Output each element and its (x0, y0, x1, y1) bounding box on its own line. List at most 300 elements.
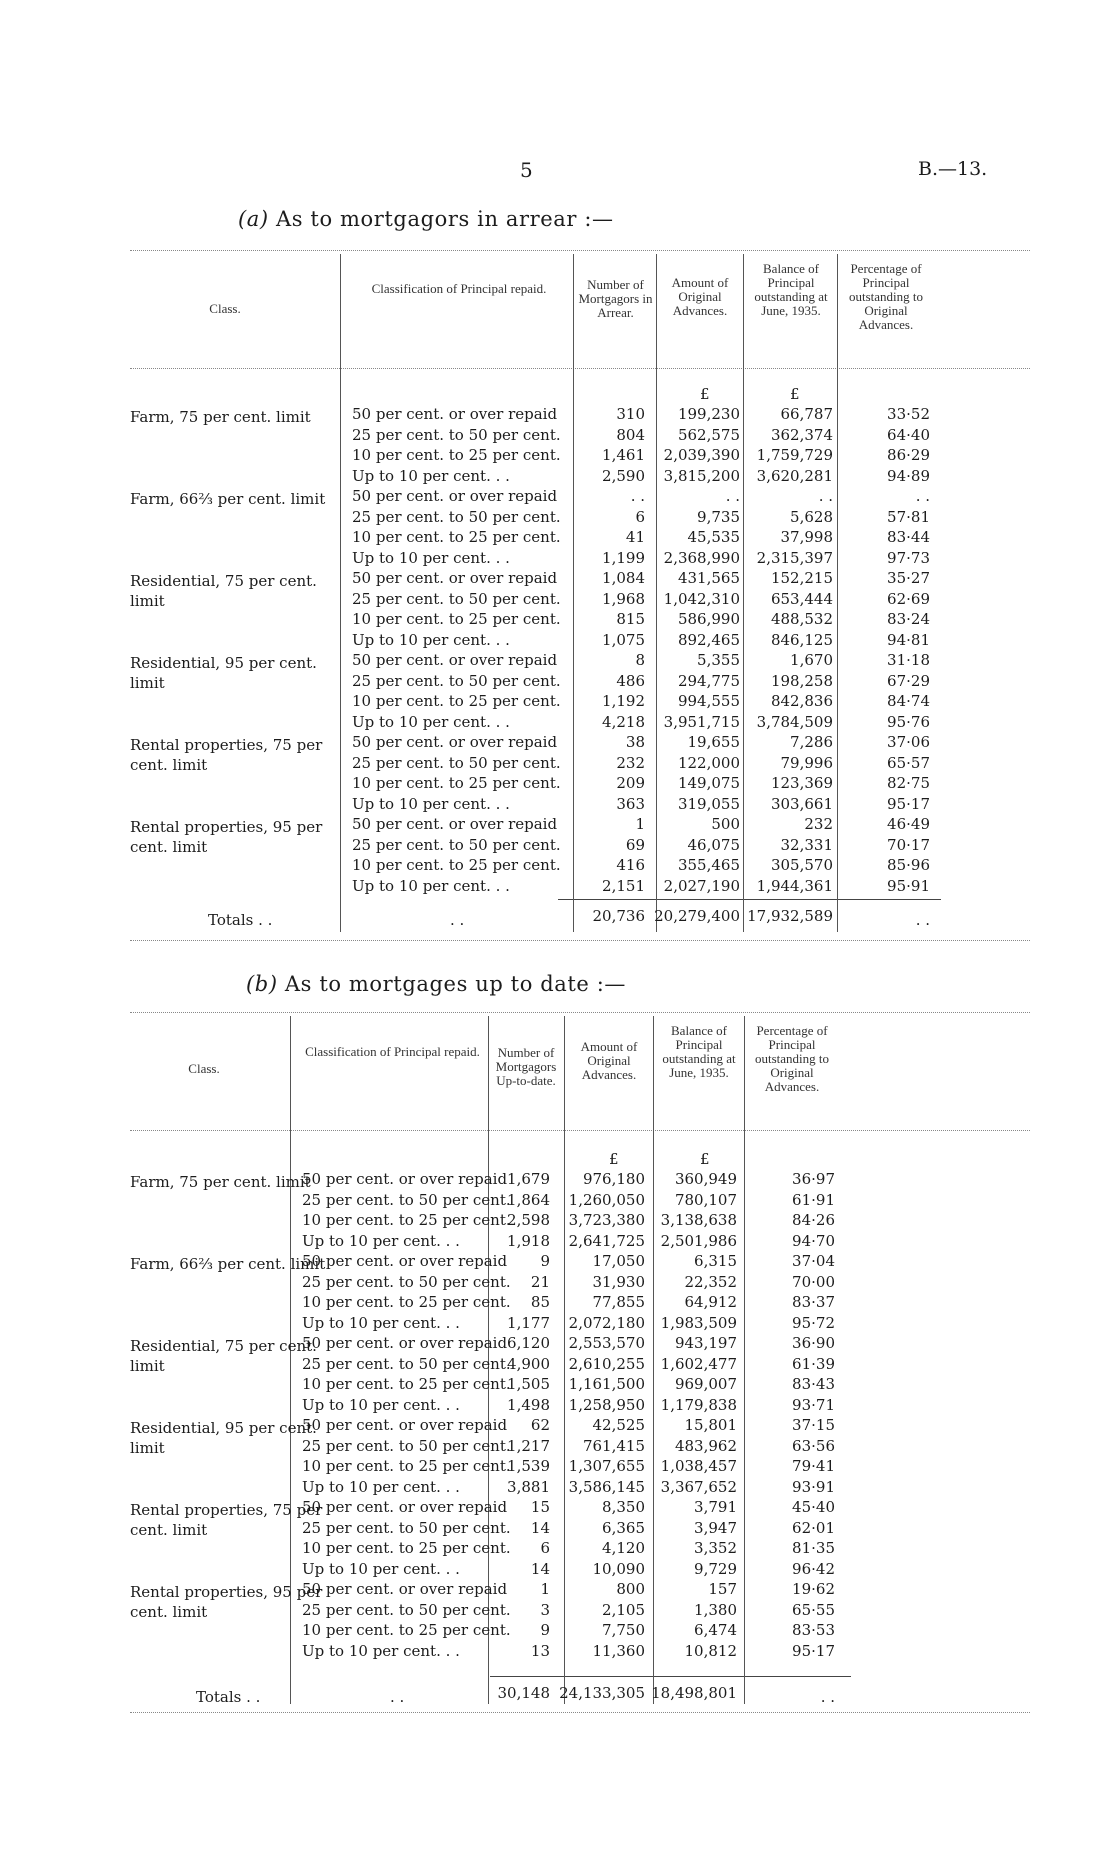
table-cell-balance: 3,620,281 (756, 466, 833, 485)
table-cell-percentage: 93·71 (792, 1395, 835, 1414)
table-cell-balance: 66,787 (780, 405, 833, 423)
table-cell-percentage: 33·52 (887, 405, 930, 423)
column-header-balance: Balance of Principal outstanding at June, 1935. (754, 261, 828, 318)
table-row-classification: 10 per cent. to 25 per cent. (352, 692, 561, 710)
arrears-table (100, 240, 1030, 950)
section-b-title-text: As to mortgages up to date :— (284, 972, 626, 996)
table-cell-amount: 122,000 (677, 753, 740, 772)
table-cell-amount: 2,368,990 (663, 548, 740, 567)
table-cell-number: 1,968 (602, 589, 645, 608)
table-cell-number: 1,075 (602, 630, 645, 649)
table-row-classification: Up to 10 per cent. . . (302, 1559, 460, 1578)
class-label: Residential, 75 per cent. limit (130, 572, 317, 610)
table-cell-number: 1,505 (507, 1375, 550, 1393)
table-cell-balance: 6,474 (694, 1621, 737, 1639)
table-cell-balance: 3,784,509 (756, 712, 833, 731)
table-cell-number: 1,177 (507, 1313, 550, 1332)
table-cell-amount: . . (725, 487, 740, 505)
table-cell-percentage: 37·06 (887, 733, 930, 751)
table-cell-number: 38 (625, 733, 645, 751)
table-cell-number: 2,598 (507, 1211, 550, 1229)
table-cell-number: 1,461 (602, 446, 645, 464)
table-cell-percentage: 93·91 (792, 1477, 835, 1496)
table-cell-percentage: 35·27 (887, 569, 930, 587)
table-cell-amount: 586,990 (677, 610, 740, 628)
table-row-classification: 50 per cent. or over repaid (302, 1416, 508, 1434)
page-number: 5 (520, 158, 533, 182)
table-cell-amount: 19,655 (687, 733, 740, 751)
column-divider (656, 254, 657, 932)
table-cell-percentage: 64·40 (887, 425, 930, 444)
column-header-number: Number of Mortgagors in Arrear. (578, 277, 653, 320)
totals-balance: 17,932,589 (747, 907, 833, 925)
table-row-classification: Up to 10 per cent. . . (302, 1477, 460, 1496)
table-row-classification: 10 per cent. to 25 per cent. (352, 856, 561, 874)
bottom-rule (130, 1712, 1030, 1713)
table-cell-balance: 360,949 (674, 1170, 737, 1188)
table-cell-amount: 46,075 (687, 835, 740, 854)
table-cell-number: 486 (616, 671, 645, 690)
table-cell-number: 3,881 (507, 1477, 550, 1496)
table-row-classification: 10 per cent. to 25 per cent. (302, 1375, 511, 1393)
table-cell-percentage: 84·74 (887, 692, 930, 710)
table-cell-amount: 5,355 (697, 651, 740, 669)
column-divider (744, 1016, 745, 1704)
table-cell-balance: 37,998 (780, 528, 833, 546)
table-cell-amount: 2,039,390 (663, 446, 740, 464)
table-cell-balance: 3,138,638 (660, 1211, 737, 1229)
currency-symbol-amount: £ (609, 1150, 619, 1168)
section-a-title-text: As to mortgagors in arrear :— (276, 207, 614, 231)
table-cell-number: 69 (625, 835, 645, 854)
table-row-classification: 50 per cent. or over repaid (302, 1498, 508, 1516)
table-cell-percentage: 82·75 (887, 774, 930, 792)
class-label: Residential, 95 per cent. limit (130, 1419, 317, 1457)
table-row-classification: Up to 10 per cent. . . (352, 466, 510, 485)
column-header-amount: Amount of Original Advances. (671, 275, 729, 318)
table-cell-balance: 2,501,986 (660, 1231, 737, 1250)
table-cell-amount: 199,230 (677, 405, 740, 423)
currency-symbol-balance: £ (790, 385, 800, 403)
table-row-classification: 25 per cent. to 50 per cent. (352, 753, 561, 772)
table-cell-amount: 17,050 (592, 1252, 645, 1270)
table-cell-balance: 1,602,477 (660, 1354, 737, 1373)
table-row-classification: 50 per cent. or over repaid (352, 487, 558, 505)
table-row-classification: Up to 10 per cent. . . (302, 1395, 460, 1414)
table-cell-percentage: 83·43 (792, 1375, 835, 1393)
table-row-classification: 50 per cent. or over repaid (302, 1334, 508, 1352)
table-cell-percentage: 95·17 (887, 794, 930, 813)
header-rule (130, 368, 1030, 369)
table-cell-percentage: 95·17 (792, 1641, 835, 1660)
table-row-classification: Up to 10 per cent. . . (302, 1313, 460, 1332)
table-cell-percentage: 37·04 (792, 1252, 835, 1270)
table-cell-number: 1,864 (507, 1190, 550, 1209)
table-cell-number: 9 (540, 1252, 550, 1270)
table-cell-amount: 1,042,310 (663, 589, 740, 608)
table-cell-balance: 1,038,457 (660, 1457, 737, 1475)
table-row-classification: Up to 10 per cent. . . (352, 548, 510, 567)
table-cell-percentage: 62·69 (887, 589, 930, 608)
document-reference: B.—13. (918, 158, 988, 180)
column-header-balance: Balance of Principal outstanding at June, 1935. (662, 1023, 736, 1080)
class-label: Farm, 75 per cent. limit (130, 1173, 311, 1191)
column-divider (573, 254, 574, 932)
table-cell-amount: 1,161,500 (568, 1375, 645, 1393)
totals-percentage: . . (820, 1688, 835, 1706)
table-row-classification: 25 per cent. to 50 per cent. (352, 671, 561, 690)
table-row-classification: 25 per cent. to 50 per cent. (352, 425, 561, 444)
table-cell-amount: 3,951,715 (663, 712, 740, 731)
table-cell-percentage: 31·18 (887, 651, 930, 669)
table-cell-balance: 152,215 (770, 569, 833, 587)
table-cell-amount: 1,258,950 (568, 1395, 645, 1414)
table-cell-amount: 6,365 (602, 1518, 645, 1537)
table-cell-number: 1,084 (602, 569, 645, 587)
table-cell-percentage: 96·42 (792, 1559, 835, 1578)
class-label: Rental properties, 95 per cent. limit (130, 1583, 323, 1621)
table-cell-balance: 32,331 (780, 835, 833, 854)
table-row-classification: 50 per cent. or over repaid (302, 1170, 508, 1188)
table-cell-balance: 157 (708, 1580, 737, 1598)
table-cell-amount: 994,555 (677, 692, 740, 710)
table-row-classification: Up to 10 per cent. . . (302, 1231, 460, 1250)
table-cell-amount: 42,525 (592, 1416, 645, 1434)
class-label: Rental properties, 95 per cent. limit (130, 818, 323, 856)
table-cell-amount: 1,307,655 (568, 1457, 645, 1475)
table-cell-amount: 10,090 (592, 1559, 645, 1578)
table-row-classification: 50 per cent. or over repaid (352, 651, 558, 669)
table-row-classification: 10 per cent. to 25 per cent. (302, 1211, 511, 1229)
table-cell-number: 62 (530, 1416, 550, 1434)
table-cell-number: 85 (530, 1293, 550, 1311)
totals-rule (490, 1676, 851, 1677)
table-cell-balance: 943,197 (674, 1334, 737, 1352)
table-cell-number: 8 (635, 651, 645, 669)
table-cell-amount: 2,641,725 (568, 1231, 645, 1250)
table-cell-balance: 3,947 (694, 1518, 737, 1537)
table-cell-balance: 3,352 (694, 1539, 737, 1557)
table-cell-amount: 3,815,200 (663, 466, 740, 485)
column-header-amount: Amount of Original Advances. (580, 1039, 638, 1082)
table-row-classification: 25 per cent. to 50 per cent. (302, 1600, 511, 1619)
table-cell-number: 416 (616, 856, 645, 874)
table-cell-balance: . . (818, 487, 833, 505)
table-cell-balance: 305,570 (770, 856, 833, 874)
table-cell-number: 1 (540, 1580, 550, 1598)
table-cell-balance: 5,628 (790, 507, 833, 526)
table-cell-number: 1,192 (602, 692, 645, 710)
table-cell-number: 1 (635, 815, 645, 833)
table-cell-balance: 198,258 (770, 671, 833, 690)
class-label: Farm, 75 per cent. limit (130, 408, 311, 426)
table-cell-amount: 431,565 (677, 569, 740, 587)
table-cell-number: 4,900 (507, 1354, 550, 1373)
table-cell-amount: 2,610,255 (568, 1354, 645, 1373)
table-row-classification: 25 per cent. to 50 per cent. (302, 1518, 511, 1537)
table-cell-balance: 653,444 (770, 589, 833, 608)
table-cell-amount: 3,723,380 (568, 1211, 645, 1229)
table-cell-percentage: 70·17 (887, 835, 930, 854)
table-row-classification: Up to 10 per cent. . . (302, 1641, 460, 1660)
table-cell-balance: 1,380 (694, 1600, 737, 1619)
table-cell-amount: 77,855 (592, 1293, 645, 1311)
table-row-classification: 10 per cent. to 25 per cent. (302, 1293, 511, 1311)
top-rule (130, 250, 1030, 251)
table-cell-percentage: 94·70 (792, 1231, 835, 1250)
table-row-classification: 50 per cent. or over repaid (302, 1252, 508, 1270)
column-header-classification: Classification of Principal repaid. (371, 281, 547, 296)
table-row-classification: 25 per cent. to 50 per cent. (302, 1272, 511, 1291)
table-cell-number: 232 (616, 753, 645, 772)
bottom-rule (130, 940, 1030, 941)
table-cell-percentage: 36·97 (792, 1170, 835, 1188)
table-cell-percentage: 62·01 (792, 1518, 835, 1537)
table-cell-amount: 294,775 (677, 671, 740, 690)
table-cell-amount: 319,055 (677, 794, 740, 813)
column-divider (837, 254, 838, 932)
table-cell-amount: 4,120 (602, 1539, 645, 1557)
table-cell-balance: 780,107 (674, 1190, 737, 1209)
class-label: Rental properties, 75 per cent. limit (130, 736, 323, 774)
table-cell-percentage: 79·41 (792, 1457, 835, 1475)
table-cell-percentage: 63·56 (792, 1436, 835, 1455)
table-cell-balance: 1,670 (790, 651, 833, 669)
up-to-date-table (100, 1002, 1030, 1722)
table-row-classification: 10 per cent. to 25 per cent. (352, 528, 561, 546)
currency-symbol-balance: £ (700, 1150, 710, 1168)
table-row-classification: Up to 10 per cent. . . (352, 876, 510, 895)
table-cell-amount: 800 (616, 1580, 645, 1598)
table-cell-amount: 761,415 (582, 1436, 645, 1455)
table-row-classification: 10 per cent. to 25 per cent. (352, 774, 561, 792)
table-cell-percentage: 95·91 (887, 876, 930, 895)
table-cell-balance: 7,286 (790, 733, 833, 751)
table-cell-percentage: 45·40 (792, 1498, 835, 1516)
table-cell-balance: 842,836 (770, 692, 833, 710)
class-label: Residential, 75 per cent. limit (130, 1337, 317, 1375)
table-cell-percentage: 37·15 (792, 1416, 835, 1434)
table-cell-balance: 1,759,729 (756, 446, 833, 464)
table-cell-percentage: . . (915, 487, 930, 505)
totals-label: Totals . . (208, 911, 273, 929)
table-row-classification: 25 per cent. to 50 per cent. (352, 589, 561, 608)
table-cell-balance: 303,661 (770, 794, 833, 813)
table-cell-number: 804 (616, 425, 645, 444)
table-cell-number: 9 (540, 1621, 550, 1639)
table-row-classification: 10 per cent. to 25 per cent. (352, 446, 561, 464)
table-cell-balance: 1,179,838 (660, 1395, 737, 1414)
table-cell-percentage: 95·76 (887, 712, 930, 731)
table-cell-number: 1,199 (602, 548, 645, 567)
table-row-classification: 25 per cent. to 50 per cent. (352, 507, 561, 526)
column-header-percentage: Percentage of Principal outstanding to Original Advances. (754, 1023, 830, 1094)
table-cell-balance: 79,996 (780, 753, 833, 772)
currency-symbol-amount: £ (700, 385, 710, 403)
table-cell-balance: 969,007 (674, 1375, 737, 1393)
section-b-title (246, 972, 626, 996)
table-cell-balance: 123,369 (770, 774, 833, 792)
table-cell-balance: 2,315,397 (756, 548, 833, 567)
table-cell-number: 1,679 (507, 1170, 550, 1188)
table-cell-amount: 11,360 (592, 1641, 645, 1660)
table-cell-amount: 8,350 (602, 1498, 645, 1516)
table-cell-number: 1,217 (507, 1436, 550, 1455)
table-cell-percentage: 57·81 (887, 507, 930, 526)
table-cell-balance: 362,374 (770, 425, 833, 444)
table-cell-amount: 562,575 (677, 425, 740, 444)
table-cell-number: 815 (616, 610, 645, 628)
table-cell-number: 6,120 (507, 1334, 550, 1352)
table-cell-amount: 2,027,190 (663, 876, 740, 895)
table-cell-amount: 45,535 (687, 528, 740, 546)
table-cell-percentage: 94·89 (887, 466, 930, 485)
table-cell-balance: 3,791 (694, 1498, 737, 1516)
table-cell-percentage: 65·57 (887, 753, 930, 772)
table-cell-balance: 232 (804, 815, 833, 833)
table-cell-percentage: 83·44 (887, 528, 930, 546)
table-cell-number: 6 (635, 507, 645, 526)
table-cell-number: . . (630, 487, 645, 505)
table-cell-percentage: 61·91 (792, 1190, 835, 1209)
table-cell-percentage: 46·49 (887, 815, 930, 833)
column-divider (340, 254, 341, 932)
table-cell-balance: 1,944,361 (756, 876, 833, 895)
table-cell-number: 15 (530, 1498, 550, 1516)
table-cell-number: 14 (530, 1518, 550, 1537)
totals-percentage: . . (915, 911, 930, 929)
table-cell-balance: 483,962 (674, 1436, 737, 1455)
table-cell-percentage: 97·73 (887, 548, 930, 567)
table-cell-amount: 2,553,570 (568, 1334, 645, 1352)
totals-number: 30,148 (497, 1684, 550, 1702)
table-cell-number: 21 (530, 1272, 550, 1291)
table-cell-number: 2,590 (602, 466, 645, 485)
table-cell-percentage: 83·53 (792, 1621, 835, 1639)
table-cell-number: 14 (530, 1559, 550, 1578)
top-rule (130, 1012, 1030, 1013)
section-a-prefix: (a) (238, 207, 269, 231)
table-cell-amount: 892,465 (677, 630, 740, 649)
table-cell-balance: 9,729 (694, 1559, 737, 1578)
table-cell-percentage: 36·90 (792, 1334, 835, 1352)
table-row-classification: 25 per cent. to 50 per cent. (352, 835, 561, 854)
table-row-classification: Up to 10 per cent. . . (352, 712, 510, 731)
table-cell-balance: 15,801 (684, 1416, 737, 1434)
column-divider (653, 1016, 654, 1704)
totals-amount: 20,279,400 (654, 907, 740, 925)
totals-classification: . . (450, 911, 465, 929)
table-row-classification: 50 per cent. or over repaid (352, 569, 558, 587)
table-cell-amount: 7,750 (602, 1621, 645, 1639)
table-row-classification: 50 per cent. or over repaid (302, 1580, 508, 1598)
table-cell-balance: 846,125 (770, 630, 833, 649)
table-cell-percentage: 81·35 (792, 1539, 835, 1557)
table-cell-number: 13 (530, 1641, 550, 1660)
table-cell-percentage: 83·37 (792, 1293, 835, 1311)
table-cell-percentage: 95·72 (792, 1313, 835, 1332)
totals-classification: . . (390, 1688, 405, 1706)
column-divider (743, 254, 744, 932)
table-cell-amount: 2,072,180 (568, 1313, 645, 1332)
table-row-classification: 10 per cent. to 25 per cent. (302, 1539, 511, 1557)
table-cell-amount: 9,735 (697, 507, 740, 526)
table-cell-number: 363 (616, 794, 645, 813)
section-b-prefix: (b) (246, 972, 278, 996)
table-cell-balance: 10,812 (684, 1641, 737, 1660)
table-row-classification: Up to 10 per cent. . . (352, 794, 510, 813)
class-label: Rental properties, 75 per cent. limit (130, 1501, 323, 1539)
table-cell-percentage: 86·29 (887, 446, 930, 464)
table-row-classification: 50 per cent. or over repaid (352, 405, 558, 423)
table-row-classification: 10 per cent. to 25 per cent. (352, 610, 561, 628)
table-cell-amount: 149,075 (677, 774, 740, 792)
header-rule (130, 1130, 1030, 1131)
table-cell-number: 6 (540, 1539, 550, 1557)
totals-number: 20,736 (592, 907, 645, 925)
table-row-classification: 10 per cent. to 25 per cent. (302, 1621, 511, 1639)
table-cell-number: 3 (540, 1600, 550, 1619)
table-cell-amount: 3,586,145 (568, 1477, 645, 1496)
table-cell-percentage: 85·96 (887, 856, 930, 874)
table-row-classification: Up to 10 per cent. . . (352, 630, 510, 649)
table-row-classification: 25 per cent. to 50 per cent. (302, 1190, 511, 1209)
table-cell-percentage: 65·55 (792, 1600, 835, 1619)
class-label: Residential, 95 per cent. limit (130, 654, 317, 692)
table-cell-percentage: 61·39 (792, 1354, 835, 1373)
table-cell-balance: 1,983,509 (660, 1313, 737, 1332)
table-cell-percentage: 84·26 (792, 1211, 835, 1229)
section-a-title (238, 207, 614, 231)
table-cell-amount: 500 (711, 815, 740, 833)
table-row-classification: 25 per cent. to 50 per cent. (302, 1436, 511, 1455)
table-row-classification: 50 per cent. or over repaid (352, 733, 558, 751)
table-cell-number: 1,918 (507, 1231, 550, 1250)
column-divider (564, 1016, 565, 1704)
table-cell-number: 41 (625, 528, 645, 546)
table-cell-percentage: 83·24 (887, 610, 930, 628)
column-header-percentage: Percentage of Principal outstanding to Original Advances. (848, 261, 924, 332)
table-cell-amount: 31,930 (592, 1272, 645, 1291)
table-row-classification: 25 per cent. to 50 per cent. (302, 1354, 511, 1373)
table-cell-balance: 64,912 (684, 1293, 737, 1311)
table-cell-number: 209 (616, 774, 645, 792)
totals-rule (558, 899, 941, 900)
table-cell-percentage: 70·00 (792, 1272, 835, 1291)
totals-amount: 24,133,305 (559, 1684, 645, 1702)
table-cell-amount: 976,180 (582, 1170, 645, 1188)
table-cell-balance: 488,532 (770, 610, 833, 628)
table-cell-percentage: 67·29 (887, 671, 930, 690)
table-cell-number: 4,218 (602, 712, 645, 731)
table-row-classification: 10 per cent. to 25 per cent. (302, 1457, 511, 1475)
column-header-class: Class. (188, 1061, 220, 1076)
table-cell-amount: 355,465 (677, 856, 740, 874)
table-cell-balance: 22,352 (684, 1272, 737, 1291)
table-cell-balance: 6,315 (694, 1252, 737, 1270)
totals-label: Totals . . (196, 1688, 261, 1706)
column-header-number: Number of Mortgagors Up-to-date. (495, 1045, 557, 1088)
table-cell-amount: 2,105 (602, 1600, 645, 1619)
table-cell-number: 1,498 (507, 1395, 550, 1414)
table-cell-number: 1,539 (507, 1457, 550, 1475)
table-cell-number: 310 (616, 405, 645, 423)
column-header-classification: Classification of Principal repaid. (305, 1044, 480, 1059)
table-cell-number: 2,151 (602, 876, 645, 895)
table-cell-amount: 1,260,050 (568, 1190, 645, 1209)
table-cell-percentage: 19·62 (792, 1580, 835, 1598)
table-row-classification: 50 per cent. or over repaid (352, 815, 558, 833)
